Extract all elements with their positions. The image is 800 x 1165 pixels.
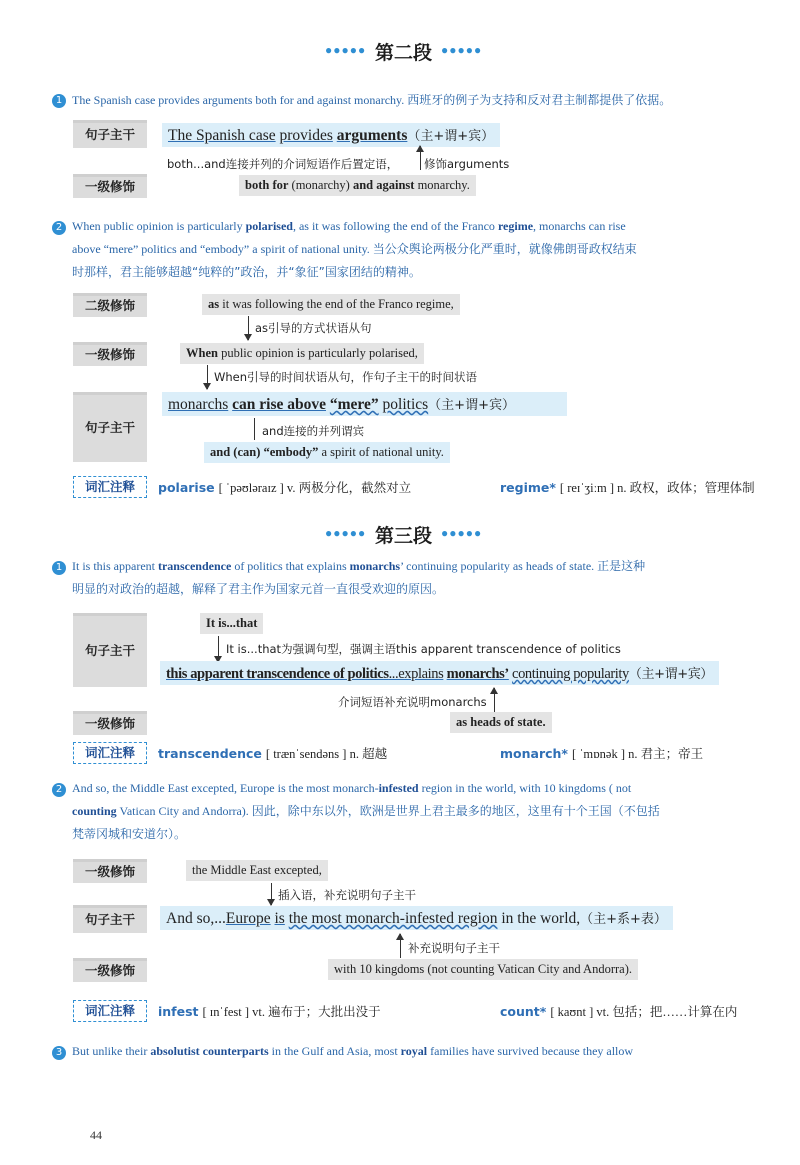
- vocab-def: [ kaʊnt ] vt. 包括；把……计算在内: [550, 1005, 738, 1019]
- label-mod1: 一级修饰: [73, 174, 147, 198]
- page-number: 44: [90, 1128, 102, 1142]
- main-complement: the most monarch-infested region: [288, 910, 498, 927]
- section-title: 第三段: [375, 525, 433, 547]
- vocab-word: regime*: [500, 480, 556, 495]
- title-dots-left: ●●●●●: [325, 526, 367, 540]
- arrow-down: [207, 365, 208, 389]
- sentence-line: [72, 215, 626, 237]
- main-note: （主+谓+宾）: [407, 129, 495, 144]
- vocab-def: [ ɪnˈfest ] vt. 遍布于；大批出没于: [202, 1005, 381, 1019]
- text: region in the world, with 10 kingdoms ( not: [421, 781, 632, 795]
- keyword: transcendence: [157, 559, 232, 573]
- sentence-line: [72, 555, 645, 577]
- label-mod1: 一级修饰: [73, 859, 147, 883]
- sentence-line: 梵蒂冈城和安道尔）。: [72, 827, 187, 841]
- main-tail: in the world,: [501, 910, 581, 927]
- vocab-word: transcendence: [158, 746, 262, 761]
- sentence-cn: 西班牙的例子为支持和反对君主制都提供了依据。: [407, 93, 672, 107]
- mod-a: with 10 kingdoms (not counting Vatican City and Andorra).: [334, 962, 632, 976]
- main-note: （主+谓+宾）: [428, 398, 515, 413]
- main-clause: [160, 906, 673, 930]
- label-mod1: 一级修饰: [73, 342, 147, 366]
- arrow-up: [400, 934, 401, 958]
- keyword: regime: [497, 219, 534, 233]
- mod-a: as: [208, 297, 220, 311]
- text: , monarchs can rise: [533, 219, 626, 233]
- label-mod1: 一级修饰: [73, 958, 147, 982]
- keyword: royal: [400, 1044, 428, 1058]
- text: ’ continuing popularity as heads of state.: [400, 559, 595, 573]
- arrow-down: [271, 883, 272, 905]
- main-clause: [162, 392, 567, 416]
- mod-b: public opinion is particularly polarised,: [221, 346, 418, 360]
- text: in the Gulf and Asia, most: [271, 1044, 398, 1058]
- text: , as it was following the end of the Franco: [292, 219, 495, 233]
- vocab-def: [ ˈmɒnək ] n. 君主；帝王: [571, 747, 704, 761]
- sentence-line: [72, 238, 637, 260]
- emphasis-frame: [200, 613, 263, 634]
- vocab-word: count*: [500, 1004, 547, 1019]
- mod-a: both for: [245, 178, 289, 192]
- modifier: [239, 175, 476, 196]
- sentence-number: 1: [52, 94, 66, 108]
- mod-b: it was following the end of the Franco regime,: [222, 297, 454, 311]
- main-subject: Europe: [225, 910, 271, 927]
- mod-a: When: [186, 346, 218, 360]
- sentence-line: [72, 777, 631, 799]
- text: of politics that explains: [234, 559, 347, 573]
- annotation: It is...that为强调句型，强调主语this apparent transcendence of politics: [226, 642, 621, 656]
- text-cn: 正是这种: [597, 559, 646, 573]
- sentence-number: 2: [52, 221, 66, 235]
- connector-line: [254, 418, 255, 440]
- main-verb: ...explains: [388, 666, 444, 682]
- modifier: [450, 712, 552, 733]
- arrow-down: [218, 636, 219, 662]
- text-cn: 当公众舆论两极分化严重时，就像佛朗哥政权结束: [372, 242, 637, 256]
- vocab-entry: [500, 478, 755, 497]
- text: It is this apparent: [72, 559, 155, 573]
- sentence-line: [72, 1040, 633, 1062]
- sentence-number: 2: [52, 783, 66, 797]
- main-quote: “mere”: [329, 396, 379, 413]
- text: But unlike their: [72, 1044, 148, 1058]
- keyword: monarchs: [349, 559, 401, 573]
- mod-d: monarchy.: [417, 178, 470, 192]
- annotation: and连接的并列谓宾: [262, 424, 365, 438]
- label-main: 句子主干: [73, 392, 147, 462]
- section-title: 第二段: [375, 42, 433, 64]
- arrow-up: [494, 688, 495, 714]
- vocab-entry: [500, 744, 703, 763]
- mod-a: the Middle East excepted,: [192, 863, 322, 877]
- main-object: continuing popularity: [512, 666, 629, 682]
- title-dots-right: ●●●●●: [441, 526, 483, 540]
- vocab-entry: [158, 478, 411, 497]
- arrow-down: [248, 316, 249, 340]
- keyword: polarised: [245, 219, 293, 233]
- annotation: 补充说明句子主干: [408, 941, 500, 955]
- text: Vatican City and Andorra).: [119, 804, 249, 818]
- annotation: both...and连接并列的介词短语作后置定语，: [167, 157, 399, 171]
- annotation: 介词短语补充说明monarchs: [338, 695, 487, 709]
- main-verb: is: [274, 910, 285, 927]
- coordinate-predicate: [204, 442, 450, 463]
- annotation: 插入语，补充说明句子主干: [278, 888, 416, 902]
- keyword: counting: [72, 804, 117, 818]
- keyword: infested: [378, 781, 419, 795]
- annotation: as引导的方式状语从句: [255, 321, 372, 335]
- text: When public opinion is particularly: [72, 219, 243, 233]
- text: families have survived because they allow: [430, 1044, 634, 1058]
- modifier: [186, 860, 328, 881]
- main-subject: this apparent transcendence of politics: [166, 666, 389, 682]
- sentence-number: 3: [52, 1046, 66, 1060]
- title-dots-left: ●●●●●: [325, 43, 367, 57]
- main-verb: can rise above: [232, 396, 326, 413]
- title-dots-right: ●●●●●: [441, 43, 483, 57]
- sentence-line: 时那样，君主能够超越“纯粹的”政治，并“象征”国家团结的精神。: [72, 265, 421, 279]
- main-object: politics: [382, 396, 429, 413]
- label-main: 句子主干: [73, 905, 147, 933]
- text-cn: 因此，除中东以外，欧洲是世界上君主最多的地区，这里有十个王国（不包括: [251, 804, 660, 818]
- main-clause: [160, 661, 719, 685]
- annotation: 修饰arguments: [424, 157, 510, 171]
- it-is-that: It is...that: [206, 616, 258, 630]
- label-mod1: 一级修饰: [73, 711, 147, 735]
- main-note: （主+谓+宾）: [628, 667, 713, 682]
- main-note: （主+系+表）: [580, 912, 667, 927]
- coord-b: a spirit of national unity.: [321, 445, 444, 459]
- sentence-number: 1: [52, 561, 66, 575]
- vocab-entry: [158, 744, 387, 763]
- main-object-owner: monarchs’: [446, 666, 509, 682]
- vocab-def: [ reɪˈʒiːm ] n. 政权，政体；管理体制: [559, 481, 755, 495]
- vocab-label: 词汇注释: [73, 742, 147, 764]
- vocab-word: infest: [158, 1004, 199, 1019]
- vocab-word: polarise: [158, 480, 215, 495]
- modifier: [180, 343, 424, 364]
- modifier: [202, 294, 460, 315]
- mod-a: as heads of state.: [456, 715, 546, 729]
- sentence-en: The Spanish case provides arguments both for and against monarchy.: [72, 93, 405, 107]
- mod-b: (monarchy): [291, 178, 350, 192]
- text: above “mere” politics and “embody” a spirit of national unity.: [72, 242, 370, 256]
- main-intro: And so,...: [166, 910, 226, 927]
- vocab-label: 词汇注释: [73, 476, 147, 498]
- vocab-entry: [500, 1002, 737, 1021]
- modifier: [328, 959, 638, 980]
- annotation: When引导的时间状语从句，作句子主干的时间状语: [214, 370, 478, 384]
- vocab-label: 词汇注释: [73, 1000, 147, 1022]
- sentence-text: [72, 89, 671, 111]
- main-object: arguments: [336, 127, 408, 144]
- vocab-entry: [158, 1002, 381, 1021]
- main-verb: provides: [279, 127, 333, 144]
- main-clause: [162, 123, 500, 147]
- label-main: 句子主干: [73, 120, 147, 148]
- arrow-up: [420, 146, 421, 170]
- sentence-line: 明显的对政治的超越，解释了君主作为国家元首一直很受欢迎的原因。: [72, 582, 445, 596]
- coord-a: and (can) “embody”: [210, 445, 319, 459]
- label-mod2: 二级修饰: [73, 293, 147, 317]
- keyword: absolutist counterparts: [150, 1044, 269, 1058]
- vocab-word: monarch*: [500, 746, 568, 761]
- label-main: 句子主干: [73, 613, 147, 687]
- sentence-line: [72, 800, 660, 822]
- main-subject: The Spanish case: [168, 127, 276, 144]
- mod-c: and against: [352, 178, 415, 192]
- text: And so, the Middle East excepted, Europe is the most monarch-: [72, 781, 379, 795]
- vocab-def: [ ˈpəʊləraɪz ] v. 两极分化，截然对立: [218, 481, 412, 495]
- vocab-def: [ trænˈsendəns ] n. 超越: [265, 747, 388, 761]
- main-subject: monarchs: [168, 396, 229, 413]
